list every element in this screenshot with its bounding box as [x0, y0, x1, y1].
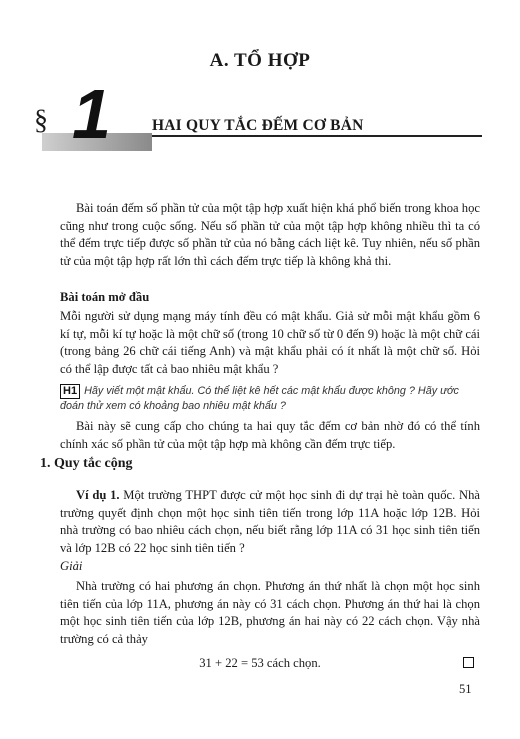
formula: 31 + 22 = 53 cách chọn. — [199, 656, 321, 670]
activity-tag: H1 — [60, 384, 80, 399]
opening-problem-text: Mỗi người sử dụng mạng máy tính đều có mật khẩu. Giả sử mỗi mật khẩu gồm 6 kí tự, mỗi kí tự hoặc là một chữ số (trong 10 chữ số từ 0 đến 9) hoặc là một chữ cái (trong bảng 26 chữ cái tiếng Anh) và mật khẩu phải có ít nhất là một chữ số. Hỏi có thể lập được tất cả bao nhiêu mật khẩu ? — [60, 309, 480, 376]
section-number: 1 — [72, 75, 111, 153]
page-number: 51 — [459, 682, 472, 696]
bridge-paragraph: Bài này sẽ cung cấp cho chúng ta hai quy tắc đếm cơ bản nhờ đó có thể tính chính xác số phần tử của một tập hợp mà không cần đếm trực tiếp. — [60, 419, 480, 451]
activity-h1 — [60, 384, 480, 414]
example-1 — [60, 487, 480, 557]
part-title: A. TỔ HỢP — [209, 50, 311, 71]
example-text: Một trường THPT được cử một học sinh đi dự trại hè toàn quốc. Nhà trường quyết định chọn một học sinh tiên tiến trong lớp 11A hoặc lớp 12B. Hỏi nhà trường có bao nhiêu cách chọn, nếu biết rằng lớp 11A có 31 học sinh tiên tiến và lớp 12B có 22 học sinh tiên tiến ? — [60, 488, 480, 555]
section-header — [0, 75, 520, 167]
solution-paragraph: Nhà trường có hai phương án chọn. Phương án thứ nhất là chọn một học sinh tiên tiến của lớp 11A, phương án này có 31 cách chọn. Phương án thứ hai là chọn một học sinh tiên tiến của lớp 12B, phương án hai này có 22 cách chọn. Vậy nhà trường có cả thảy — [60, 579, 480, 646]
intro-paragraph: Bài toán đếm số phần tử của một tập hợp xuất hiện khá phổ biến trong khoa học cũng như trong cuộc sống. Nếu số phần tử của một tập hợp không nhiều thì ta có thể đếm trực tiếp được số phần tử của nó bằng cách liệt kê. Tuy nhiên, nếu số phần tử của một tập hợp rất lớn thì cách đếm trực tiếp là không khả thi. — [60, 201, 480, 268]
section-symbol: § — [34, 105, 48, 136]
section-title-rule — [152, 135, 482, 137]
activity-text: Hãy viết một mật khẩu. Có thể liệt kê hết các mật khẩu được không ? Hãy ước đoán thử xem có khoảng bao nhiêu mật khẩu ? — [60, 385, 459, 412]
end-of-proof-square — [463, 657, 474, 668]
opening-problem-heading: Bài toán mở đầu — [60, 290, 150, 304]
section-title: HAI QUY TẮC ĐẾM CƠ BẢN — [152, 117, 364, 134]
rule-heading: 1. Quy tắc cộng — [40, 456, 133, 471]
example-label: Ví dụ 1. — [76, 488, 120, 502]
solution-label: Giải — [60, 559, 83, 573]
